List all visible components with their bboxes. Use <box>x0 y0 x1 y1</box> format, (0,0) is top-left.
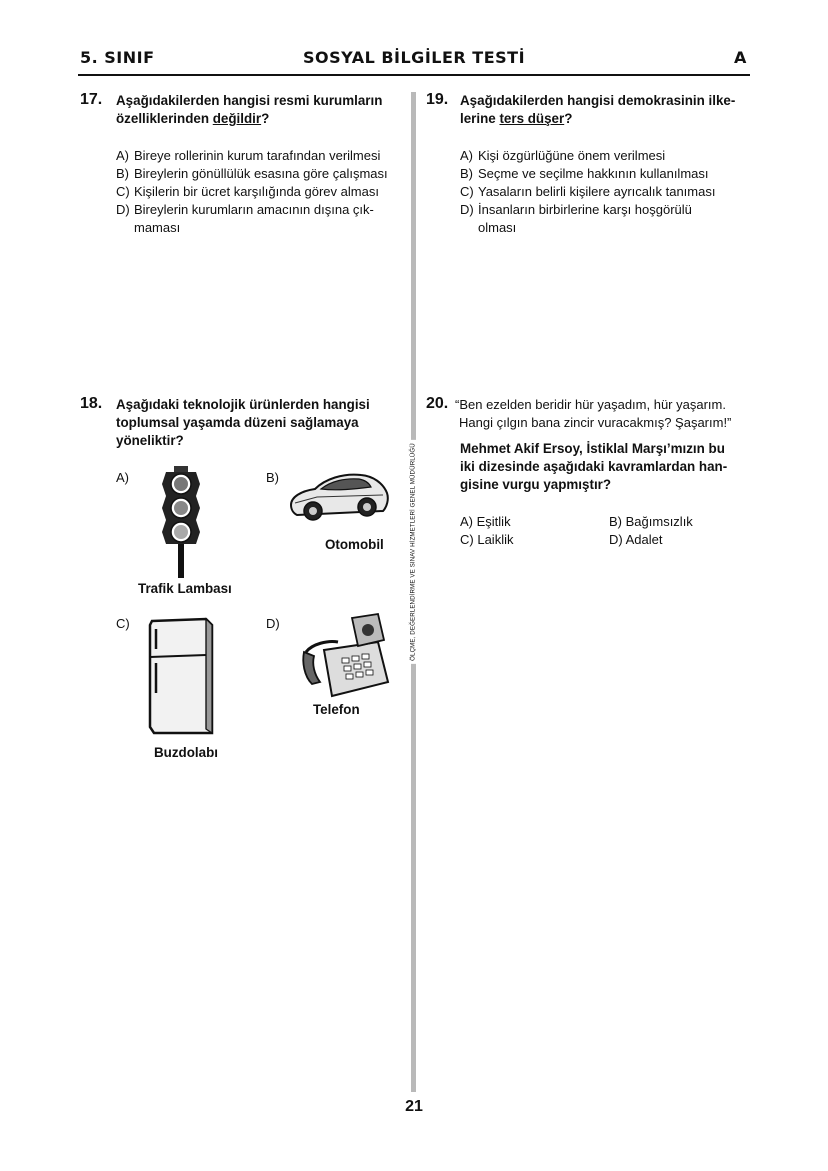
q18-option-b-letter[interactable]: B) <box>266 470 279 485</box>
option-text: Kişilerin bir ücret karşılığında görev alması <box>134 184 379 199</box>
q17-stem-line1: Aşağıdakilerden hangisi resmi kurumların <box>116 93 383 108</box>
option-letter: B) <box>116 166 129 181</box>
q18-option-b-caption: Otomobil <box>325 537 384 552</box>
option-letter: C) <box>116 184 130 199</box>
option-text: Seçme ve seçilme hakkının kullanılması <box>478 166 709 181</box>
q20-option-b[interactable] <box>609 513 693 531</box>
car-icon[interactable] <box>287 467 391 527</box>
option-letter: B) <box>609 514 622 529</box>
q20-option-a[interactable] <box>460 513 511 531</box>
q19-option-d[interactable] <box>460 201 760 237</box>
q18-number: 18. <box>80 395 103 412</box>
option-text-cont: olması <box>478 220 517 235</box>
q20-quote-line1: “Ben ezelden beridir hür yaşadım, hür yaşarım. <box>455 397 726 412</box>
q18-option-c-caption: Buzdolabı <box>154 745 218 760</box>
q20-stem <box>460 440 760 494</box>
publisher-vertical-label: ÖLÇME, DEĞERLENDİRME VE SINAV HİZMETLERİ GENEL MÜDÜRLÜĞÜ <box>410 440 417 664</box>
q17-stem-line2 <box>116 110 406 128</box>
option-text: Bireylerin gönüllülük esasına göre çalışması <box>134 166 388 181</box>
test-title: SOSYAL BİLGİLER TESTİ <box>302 48 526 67</box>
q20-option-c[interactable] <box>460 531 513 549</box>
q20-stem-line1: Mehmet Akif Ersoy, İstiklal Marşı’mızın bu <box>460 441 725 456</box>
q19-stem-line2 <box>460 110 760 128</box>
q19-option-c[interactable] <box>460 183 760 201</box>
option-letter: B) <box>460 166 473 181</box>
q18-option-a-letter[interactable]: A) <box>116 470 129 485</box>
option-text: Bireylerin kurumların amacının dışına çık- <box>134 202 374 217</box>
q17-stem-post: ? <box>261 111 270 126</box>
q18-stem-line1: Aşağıdaki teknolojik ürünlerden hangisi <box>116 397 370 412</box>
q17-option-c[interactable] <box>116 183 408 201</box>
q18-option-a-caption: Trafik Lambası <box>138 581 232 596</box>
option-letter: A) <box>460 148 473 163</box>
q18-stem-line2: toplumsal yaşamda düzeni sağlamaya <box>116 415 359 430</box>
q20-stem-line3: gisine vurgu yapmıştır? <box>460 477 612 492</box>
q19-stem-post: ? <box>564 111 573 126</box>
option-text: Laiklik <box>477 532 514 547</box>
traffic-light-icon[interactable] <box>156 466 206 578</box>
q17-stem <box>116 92 406 128</box>
q17-option-a[interactable] <box>116 147 408 165</box>
q18-stem <box>116 396 406 450</box>
q19-stem-underlined: ters düşer <box>499 111 565 126</box>
q19-stem-pre: lerine <box>460 111 500 126</box>
page-number: 21 <box>405 1098 423 1115</box>
q19-number: 19. <box>426 91 449 108</box>
option-text: Adalet <box>625 532 663 547</box>
booklet-letter: A <box>734 48 747 67</box>
q18-option-d-caption: Telefon <box>313 702 360 717</box>
option-letter: C) <box>460 184 474 199</box>
q17-stem-pre: özelliklerinden <box>116 111 213 126</box>
q17-option-b[interactable] <box>116 165 408 183</box>
q20-quote-line2: Hangi çılgın bana zincir vuracakmış? Şaşarım!” <box>459 415 732 430</box>
option-text: Yasaların belirli kişilere ayrıcalık tanıması <box>478 184 716 199</box>
q20-number: 20. <box>426 395 449 412</box>
q20-quote <box>455 396 775 432</box>
q19-options <box>460 147 760 237</box>
option-letter: D) <box>460 202 474 217</box>
option-letter: C) <box>460 532 474 547</box>
q17-number: 17. <box>80 91 103 108</box>
q17-stem-underlined: değildir <box>212 111 262 126</box>
q18-stem-line3: yöneliktir? <box>116 433 184 448</box>
q18-option-d-letter[interactable]: D) <box>266 616 280 631</box>
option-text: Bağımsızlık <box>625 514 693 529</box>
refrigerator-icon[interactable] <box>146 615 216 737</box>
q17-option-d[interactable] <box>116 201 408 237</box>
option-letter: D) <box>116 202 130 217</box>
q18-option-c-letter[interactable]: C) <box>116 616 130 631</box>
grade-label: 5. SINIF <box>80 48 155 67</box>
option-letter: A) <box>460 514 473 529</box>
option-letter: D) <box>609 532 623 547</box>
header-rule <box>78 74 750 76</box>
telephone-icon[interactable] <box>298 612 392 698</box>
q19-stem-line1: Aşağıdakilerden hangisi demokrasinin ilke- <box>460 93 736 108</box>
q19-option-a[interactable] <box>460 147 760 165</box>
q19-stem <box>460 92 760 128</box>
q20-option-d[interactable] <box>609 531 663 549</box>
option-text: Eşitlik <box>476 514 511 529</box>
option-text: Bireye rollerinin kurum tarafından verilmesi <box>134 148 381 163</box>
option-text: İnsanların birbirlerine karşı hoşgörülü <box>478 202 692 217</box>
option-letter: A) <box>116 148 129 163</box>
option-text-cont: maması <box>134 220 181 235</box>
q19-option-b[interactable] <box>460 165 760 183</box>
option-text: Kişi özgürlüğüne önem verilmesi <box>478 148 666 163</box>
q20-stem-line2: iki dizesinde aşağıdaki kavramlardan han- <box>460 459 728 474</box>
q17-options <box>116 147 408 237</box>
